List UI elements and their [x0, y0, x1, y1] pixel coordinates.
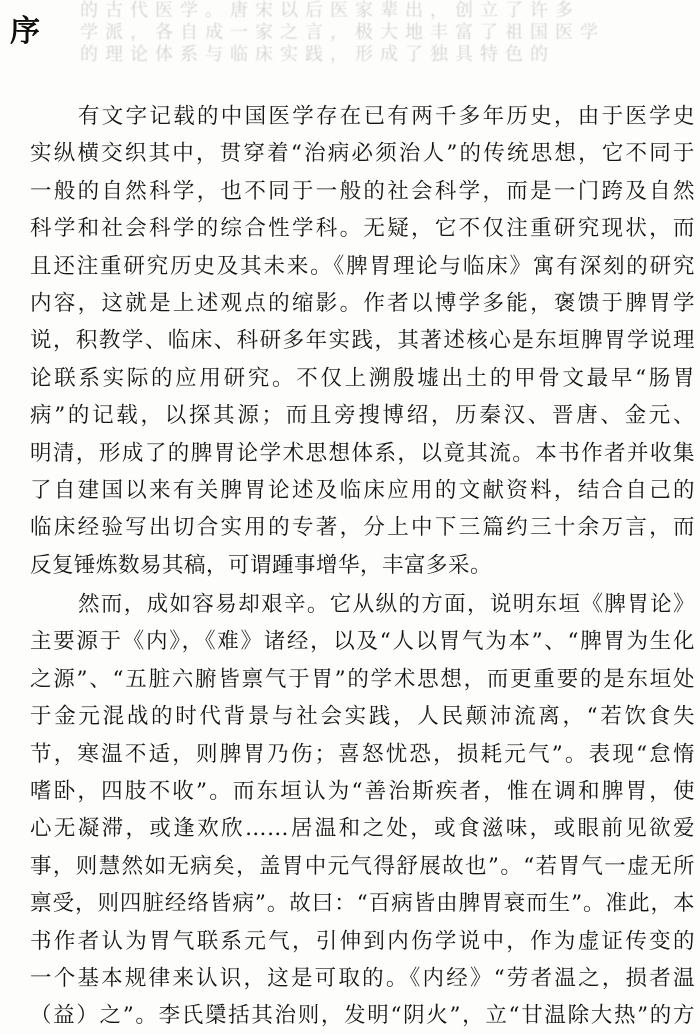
text-line: 内容，这就是上述观点的缩影。作者以博学多能，褒馈于脾胃学: [30, 290, 695, 316]
paragraph-1: [30, 98, 695, 584]
text-line: 然而，成如容易却艰辛。它从纵的方面，说明东垣《脾胃论》: [78, 592, 695, 618]
text-line: 了自建国以来有关脾胃论述及临床应用的文献资料，结合自己的: [30, 477, 695, 503]
text-line: 反复锤炼数易其稿，可谓踵事增华，丰富多采。: [30, 552, 493, 578]
text-line: 有文字记载的中国医学存在已有两千多年历史，由于医学史: [78, 104, 695, 129]
text-line: 临床经验写出切合实用的专著，分上中下三篇约三十余万言，而: [30, 515, 695, 541]
text-line: 病”的记载，以探其源；而且旁搜博绍，历秦汉、晋唐、金元、: [30, 403, 695, 429]
bleed-line: 学派，各自成一家之言，极大地丰富了祖国医学: [80, 22, 605, 43]
bleed-through-text: [80, 0, 695, 100]
text-line: 明清，形成了的脾胃论学术思想体系，以竟其流。本书作者并收集: [30, 440, 695, 466]
text-line: 论联系实际的应用研究。不仅上溯殷墟出土的甲骨文最早“肠胃: [30, 365, 695, 391]
text-line: 于金元混战的时代背景与社会实践，人民颠沛流离，“若饮食失: [30, 704, 695, 730]
paragraph-2: [30, 586, 695, 1035]
text-line: （益）之”。李氏檃括其治则，发明“阴火”，立“甘温除大热”的方: [30, 1003, 695, 1029]
text-line: 一个基本规律来认识，这是可取的。《内经》“劳者温之，损者温: [30, 965, 695, 991]
text-line: 科学和社会科学的综合性学科。无疑，它不仅注重研究现状，而: [30, 216, 695, 242]
text-line: 之源”、“五脏六腑皆禀气于胃”的学术思想，而更重要的是东垣处: [30, 666, 695, 692]
text-line: 事，则慧然如无病矣，盖胃中元气得舒展故也”。“若胃气一虚无所: [30, 853, 695, 879]
text-line: 禀受，则四脏经络皆病”。故曰：“百病皆由脾胃衰而生”。准此，本: [30, 891, 695, 917]
text-line: 说，积教学、临床、科研多年实践，其著述核心是东垣脾胃学说理: [30, 328, 695, 354]
section-heading: 序: [10, 14, 40, 49]
text-line: 书作者认为胃气联系元气，引伸到内伤学说中，作为虚证传变的: [30, 928, 695, 954]
text-line: 一般的自然科学，也不同于一般的社会科学，而是一门跨及自然: [30, 178, 695, 204]
text-line: 心无凝滞，或逢欢欣……居温和之处，或食滋味，或眼前见欲爱: [30, 816, 695, 842]
bleed-line: 的古代医学。唐宋以后医家辈出，创立了许多: [80, 0, 580, 21]
text-line: 实纵横交织其中，贯穿着“治病必须治人”的传统思想，它不同于: [30, 141, 695, 167]
text-line: 且还注重研究历史及其未来。《脾胃理论与临床》寓有深刻的研究: [30, 253, 695, 279]
text-line: 主要源于《内》，《难》诸经，以及“人以胃气为本”、“脾胃为生化: [30, 629, 695, 655]
body-text: [30, 98, 695, 1035]
text-line: 嗜卧，四肢不收”。而东垣认为“善治斯疾者，惟在调和脾胃，使: [30, 779, 695, 805]
text-line: 节，寒温不适，则脾胃乃伤；喜怒忧恐，损耗元气”。表现“怠惰: [30, 741, 695, 767]
bleed-line: 的理论体系与临床实践，形成了独具特色的: [80, 44, 555, 65]
